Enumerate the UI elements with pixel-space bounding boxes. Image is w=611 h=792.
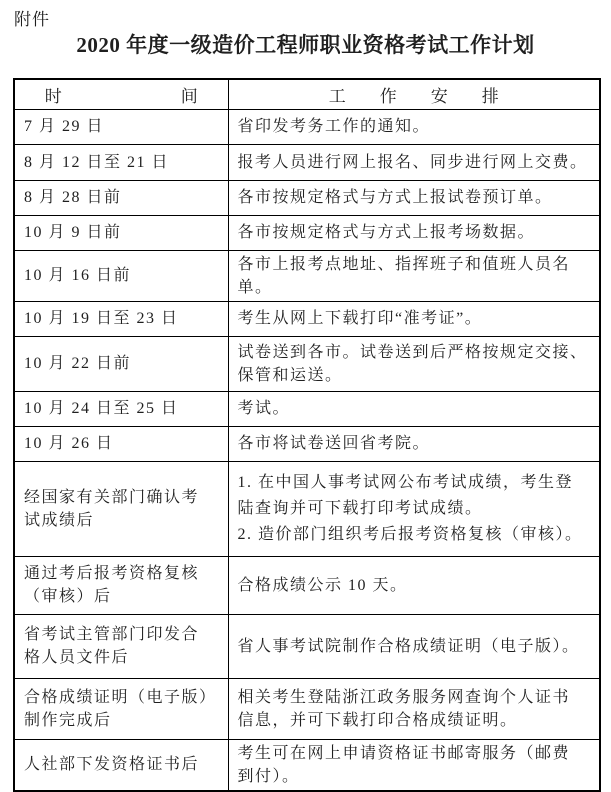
table-row [14,180,600,215]
text-line: 单。 [237,278,273,296]
text-line: 10 月 24 日至 25 日 [24,400,179,417]
text-line: 人社部下发资格证书后 [24,756,200,773]
text-line: 报考人员进行网上报名、同步进行网上交费。 [237,153,588,171]
text-line: 经国家有关部门确认考 [24,488,200,506]
text-line: 制作完成后 [24,711,112,729]
text-line: 10 月 9 日前 [24,224,122,241]
work-cell [228,336,600,391]
text-line: 合格成绩证明（电子版） [24,688,217,706]
table-row [14,336,600,391]
text-line: 各市将试卷送回省考院。 [237,435,431,452]
table-row [14,556,600,614]
table-row [14,250,600,301]
work-cell [228,180,600,215]
text-line: 省人事考试院制作合格成绩证明（电子版）。 [237,637,580,655]
work-cell [228,461,600,556]
text-line: 10 月 22 日前 [24,355,132,372]
text-line: 8 月 12 日至 21 日 [24,153,170,171]
time-cell [14,391,228,426]
text-line: 相关考生登陆浙江政务服务网查询个人证书 [237,688,571,706]
work-cell [228,556,600,614]
time-cell [14,250,228,301]
work-cell [228,614,600,678]
page-title: 2020 年度一级造价工程师职业资格考试工作计划 [76,33,535,57]
work-column-header: 工 作 安 排 [228,79,600,109]
time-cell [14,215,228,250]
text-line: 2. 造价部门组织考后报考资格复核（审核）。 [237,526,583,543]
time-cell [14,556,228,614]
text-line: 10 月 19 日至 23 日 [24,310,179,327]
table-row [14,426,600,461]
schedule-table [13,78,601,792]
time-column-header: 时 间 [14,79,228,109]
work-cell [228,739,600,791]
text-line: 7 月 29 日 [24,118,105,135]
text-line: 到付）。 [237,767,300,785]
time-cell [14,739,228,791]
work-cell [228,250,600,301]
work-cell [228,426,600,461]
time-cell [14,180,228,215]
table-row [14,739,600,791]
text-line: 考生从网上下载打印“准考证”。 [237,310,483,327]
table-header-row [14,79,600,109]
text-line: 1. 在中国人事考试网公布考试成绩，考生登 [237,474,574,491]
work-cell [228,301,600,336]
table-row [14,614,600,678]
text-line: 省考试主管部门印发合 [24,626,200,643]
time-cell [14,109,228,144]
table-row [14,301,600,336]
text-line: （审核）后 [24,588,112,605]
time-cell [14,614,228,678]
work-cell [228,391,600,426]
text-line: 8 月 28 日前 [24,189,122,206]
text-line: 省印发考务工作的通知。 [237,118,431,135]
text-line: 10 月 16 日前 [24,267,132,284]
text-line: 10 月 26 日 [24,435,114,452]
text-line: 试卷送到各市。试卷送到后严格按规定交接、 [237,343,588,361]
text-line: 各市按规定格式与方式上报试卷预订单。 [237,189,553,206]
work-cell [228,109,600,144]
text-line: 通过考后报考资格复核 [24,565,200,582]
attachment-label: 附件 [14,10,50,29]
work-cell [228,678,600,739]
work-cell [228,215,600,250]
table-row [14,391,600,426]
text-line: 保管和运送。 [237,366,343,384]
text-line: 陆查询并可下载打印考试成绩。 [237,500,483,517]
text-line: 试成绩后 [24,511,95,529]
time-cell [14,426,228,461]
time-cell [14,461,228,556]
text-line: 格人员文件后 [24,649,130,666]
text-line: 合格成绩公示 10 天。 [237,576,408,594]
text-line: 信息，并可下载打印合格成绩证明。 [237,711,518,729]
text-line: 各市按规定格式与方式上报考场数据。 [237,224,536,241]
time-cell [14,678,228,739]
text-line: 各市上报考点地址、指挥班子和值班人员名 [237,255,571,273]
time-cell [14,336,228,391]
text-line: 考试。 [237,400,291,417]
table-row [14,215,600,250]
table-row [14,144,600,180]
work-cell [228,144,600,180]
table-row [14,461,600,556]
table-row [14,678,600,739]
time-cell [14,301,228,336]
time-cell [14,144,228,180]
table-row [14,109,600,144]
text-line: 考生可在网上申请资格证书邮寄服务（邮费 [237,744,571,762]
